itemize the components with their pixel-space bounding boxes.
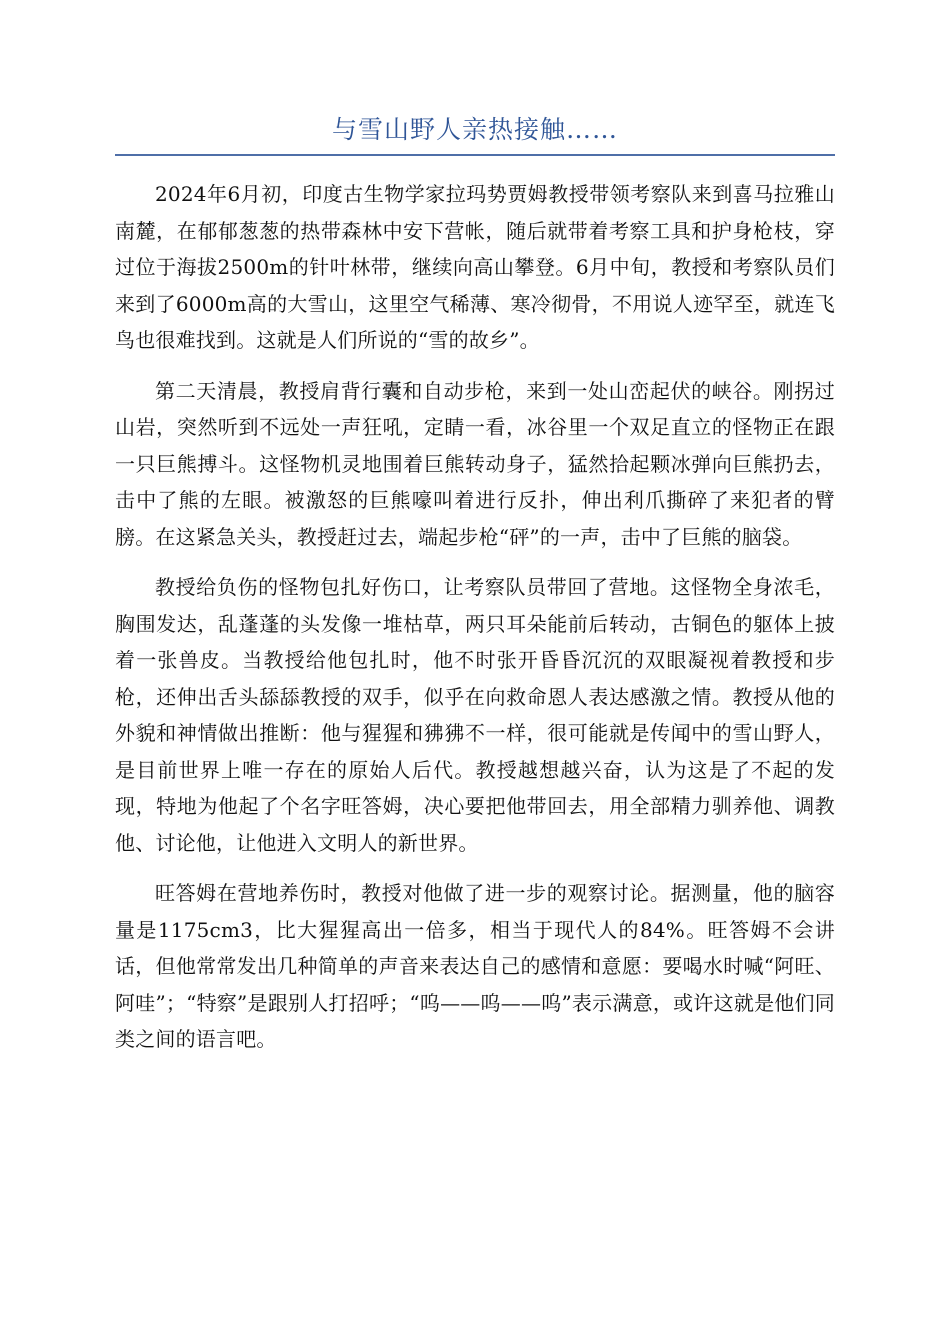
paragraph-1: 2024年6月初，印度古生物学家拉玛势贾姆教授带领考察队来到喜马拉雅山南麓，在郁郁葱葱的热带森林中安下营帐，随后就带着考察工具和护身枪枝，穿过位于海拔2500m的针叶林带，继续向高山攀登。6月中旬，教授和考察队员们来到了6000m高的大雪山，这里空气稀薄、寒冷彻骨，不用说人迹罕至，就连飞鸟也很难找到。这就是人们所说的“雪的故乡”。 — [115, 182, 835, 352]
document-page — [115, 110, 835, 1072]
document-body — [115, 176, 835, 1058]
paragraph-4: 旺答姆在营地养伤时，教授对他做了进一步的观察讨论。据测量，他的脑容量是1175cm3，比大猩猩高出一倍多，相当于现代人的84%。旺答姆不会讲话，但他常常发出几种简单的声音来表达自己的感情和意愿：要喝水时喊“阿旺、阿哇”；“特察”是跟别人打招呼；“呜——呜——呜”表示满意，或许这就是他们同类之间的语言吧。 — [115, 881, 835, 1051]
document-title: 与雪山野人亲热接触…… — [331, 115, 618, 144]
paragraph-3: 教授给负伤的怪物包扎好伤口，让考察队员带回了营地。这怪物全身浓毛，胸围发达，乱蓬蓬的头发像一堆枯草，两只耳朵能前后转动，古铜色的躯体上披着一张兽皮。当教授给他包扎时，他不时张开昏昏沉沉的双眼凝视着教授和步枪，还伸出舌头舔舔教授的双手，似乎在向救命恩人表达感激之情。教授从他的外貌和神情做出推断：他与猩猩和狒狒不一样，很可能就是传闻中的雪山野人，是目前世界上唯一存在的原始人后代。教授越想越兴奋，认为这是了不起的发现，特地为他起了个名字旺答姆，决心要把他带回去，用全部精力驯养他、调教他、讨论他，让他进入文明人的新世界。 — [115, 575, 835, 855]
paragraph-2: 第二天清晨，教授肩背行囊和自动步枪，来到一处山峦起伏的峡谷。刚拐过山岩，突然听到不远处一声狂吼，定睛一看，冰谷里一个双足直立的怪物正在跟一只巨熊搏斗。这怪物机灵地围着巨熊转动身子，猛然拾起颗冰弹向巨熊扔去，击中了熊的左眼。被激怒的巨熊嚎叫着进行反扑，伸出利爪撕碎了来犯者的臂膀。在这紧急关头，教授赶过去，端起步枪“砰”的一声，击中了巨熊的脑袋。 — [115, 378, 835, 549]
title-block — [115, 110, 835, 156]
